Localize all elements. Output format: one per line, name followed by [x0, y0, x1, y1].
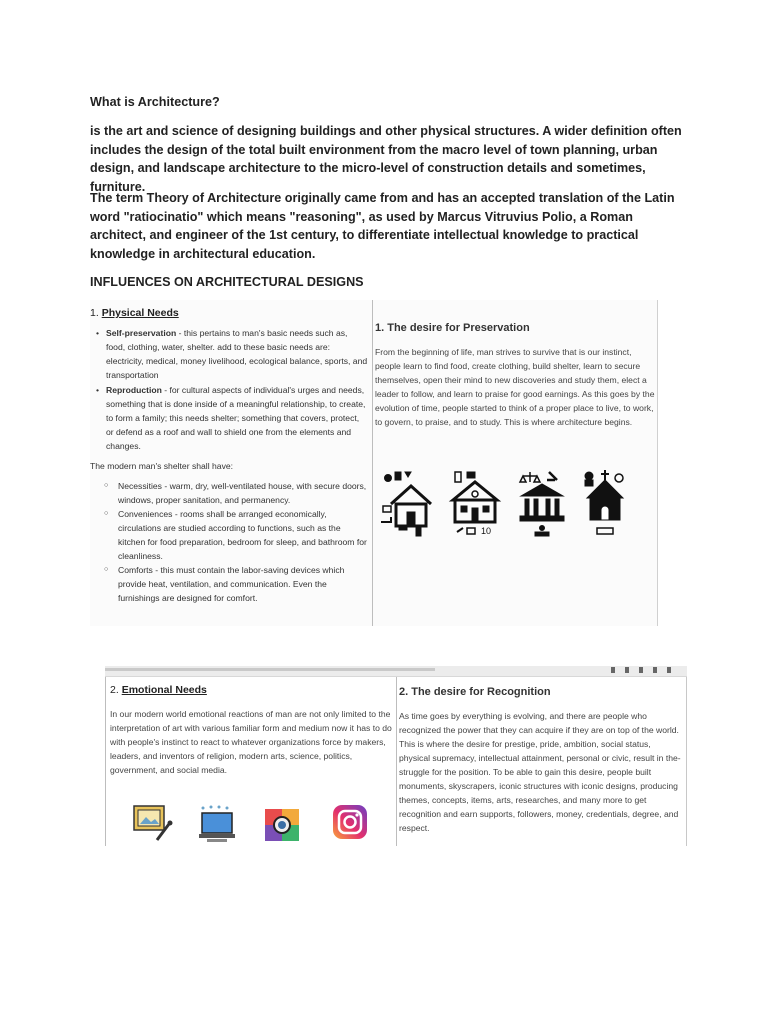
emotional-needs-column — [105, 677, 395, 846]
influences-heading: INFLUENCES ON ARCHITECTURAL DESIGNS — [90, 275, 364, 289]
shelter-intro: The modern man's shelter shall have: — [90, 461, 234, 471]
physical-needs-content — [92, 326, 368, 605]
physical-needs-column — [90, 300, 372, 626]
screenshot-emotional-needs — [105, 666, 687, 846]
browser-chrome-strip — [105, 666, 687, 677]
screenshot-physical-needs — [90, 300, 658, 626]
school-icon — [447, 468, 503, 538]
list-item: ○ Conveniences - rooms shall be arranged economically, circulations are studied according to functions, such as the kitchen for food preparation, bedroom for sleep, and bathroom for cleanliness. — [118, 507, 368, 563]
physical-needs-link[interactable]: Physical Needs — [101, 307, 179, 319]
physical-needs-title: 1. Physical Needs — [90, 307, 179, 319]
screenshot-border — [686, 677, 687, 846]
definition-paragraph: is the art and science of designing buildings and other physical structures. A wider definition often includes the design of the total built environment from the macro level of town planning, urban design, and landscape architecture to the micro-level of construction details and sometimes, furniture. — [90, 124, 682, 194]
church-icon — [579, 468, 631, 538]
emotional-needs-link[interactable]: Emotional Needs — [121, 684, 207, 696]
list-item: ○ Necessities - warm, dry, well-ventilated house, with secure doors, windows, proper sanitation, and permanency. — [118, 479, 368, 507]
theory-paragraph: The term Theory of Architecture originally came from and has an accepted translation of the Latin word "ratiocinatio" which means "reasoning", as used by Marcus Vitruvius Polio, a Roman architect, and engineer of the 1st century, to differentiate intellectual knowledge to practical knowledge in architectural education. — [90, 191, 675, 261]
screenshot-border — [657, 300, 658, 626]
preservation-title: 1. The desire for Preservation — [375, 322, 530, 334]
preservation-column — [373, 300, 658, 626]
preservation-body: From the beginning of life, man strives to survive that is our instinct, people learn to find food, create clothing, build shelter, learn to secure themselves, open their mind to new discoveries and study them, elect a leader to follow, and learn to praise for good earnings. As this goes by the evolution of time, people started to think of a proper place to live, to work, to govern, to praise, and to study. This is where architecture begins. — [375, 347, 655, 427]
government-building-icon — [517, 468, 567, 538]
list-item: ○ Comforts - this must contain the labor-saving devices which provide heat, ventilation, and communication. Even the furnishings are designed for comfort. — [118, 563, 368, 605]
recognition-column — [397, 677, 687, 846]
art-painting-icon — [131, 802, 175, 842]
emotional-needs-body: In our modern world emotional reactions of man are not only limited to the interpretation of art with various familiar form and medium now it has to do with people's instinct to react to whatever organizations force by makers, leaders, and inventors of religion, modern arts, science, politics, government, and social media. — [110, 709, 392, 775]
list-item: • Self-preservation - this pertains to man's basic needs such as, food, clothing, water, shelter. add to these basic needs are: electricity, medical, money livelihood, ecological balance, sports, and transportation — [106, 326, 368, 382]
photo-camera-icon — [263, 807, 301, 843]
house-needs-icon — [381, 468, 437, 538]
question-heading: What is Architecture? — [90, 95, 220, 109]
recognition-body: As time goes by everything is evolving, and there are people who recognized the power that they can acquire if they are on top of the world. This is where the desire for prestige, pride, ambition, social status, physical supremacy, intellectual attainment, personal or civic, result in the-struggle for the position. To be able to gain this desire, people built monuments, skyscrapers, iconic structures with iconic designs, producing themes, concepts, items, arts, researches, and many more to get recognition and earn supports, followers, money, credentials, degree, and respect. — [399, 711, 681, 833]
list-item: • Reproduction - for cultural aspects of individual's urges and needs, something that is done inside of a meaningful relationship, to create, to form a family; this needs shelter; something that covers, protect, or defend as a roof and wall to shield one from the elements and changes. — [106, 383, 368, 453]
icon-number-label: 10 — [481, 526, 492, 536]
computer-icon — [197, 805, 237, 843]
instagram-icon — [331, 803, 369, 841]
recognition-title: 2. The desire for Recognition — [399, 686, 551, 698]
emotional-needs-title: 2. Emotional Needs — [110, 684, 207, 696]
